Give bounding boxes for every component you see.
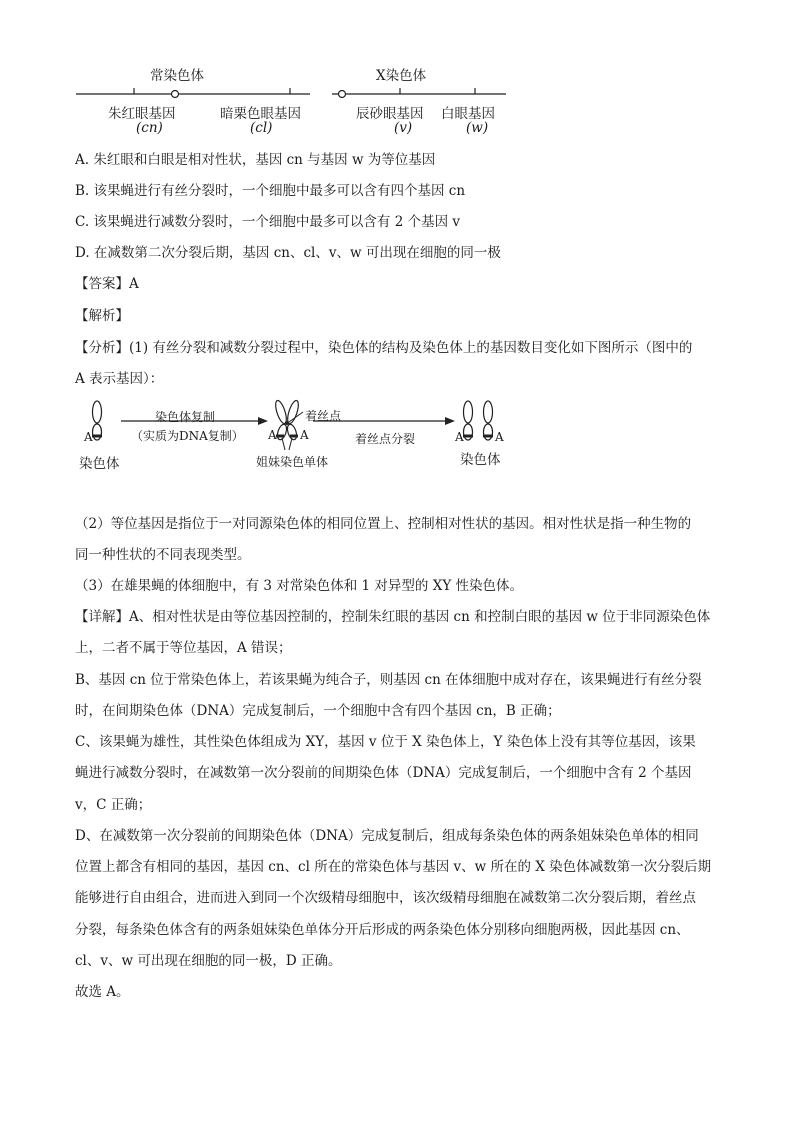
detail-line-5: C、该果蝇为雄性，其性染色体组成为 XY，基因 v 位于 X 染色体上，Y 染色体上没有其等位基因，该果 bbox=[75, 734, 696, 750]
note-line-1: （2）等位基因是指位于一对同源染色体的相同位置上、控制相对性状的基因。相对性状是指一种生物的 bbox=[75, 516, 692, 532]
gene-a-label-4: A bbox=[455, 430, 464, 444]
detail-line-9: 位置上都含有相同的基因，基因 cn、cl 所在的常染色体与基因 v、w 所在的 X 染色体减数第一次分裂后期 bbox=[75, 859, 712, 875]
gene-symbol-v: (v) bbox=[394, 120, 413, 136]
chromosome-lines bbox=[70, 84, 510, 104]
detail-line-2: 上，二者不属于等位基因，A 错误； bbox=[75, 640, 292, 656]
detail-line-3: B、基因 cn 位于常染色体上，若该果蝇为纯合子，则基因 cn 在体细胞中成对存在，该果蝇进行有丝分裂 bbox=[75, 672, 702, 688]
analysis-line-1: 【分析】(1) 有丝分裂和减数分裂过程中，染色体的结构及染色体上的基因数目变化如下图所示（图中的 bbox=[75, 340, 693, 356]
gene-a-label-5: A bbox=[495, 430, 504, 444]
arrow1-top-label: 染色体复制 bbox=[155, 410, 216, 424]
gene-symbol-cn: (cn) bbox=[136, 120, 163, 136]
gene-a-label-2: A bbox=[268, 428, 277, 442]
detail-line-7: v，C 正确； bbox=[75, 797, 152, 813]
answer: 【答案】A bbox=[75, 276, 139, 292]
gene-a-label-1: A bbox=[84, 430, 93, 444]
option-b: B. 该果蝇进行有丝分裂时，一个细胞中最多可以含有四个基因 cn bbox=[75, 183, 466, 199]
autosome-title: 常染色体 bbox=[150, 68, 204, 84]
sister-chromatid-label: 姐妹染色单体 bbox=[256, 455, 329, 469]
option-d: D. 在减数第二次分裂后期，基因 cn、cl、v、w 可出现在细胞的同一极 bbox=[75, 245, 501, 261]
note-line-3: （3）在雄果蝇的体细胞中，有 3 对常染色体和 1 对异型的 XY 性染色体。 bbox=[75, 578, 524, 594]
analysis-heading: 【解析】 bbox=[75, 308, 129, 324]
detail-line-10: 能够进行自由组合，进而进入到同一个次级精母细胞中，该次级精母细胞在减数第二次分裂后期，着丝点 bbox=[75, 890, 696, 906]
gene-symbol-cl: (cl) bbox=[250, 120, 273, 136]
gene-a-label-3: A bbox=[300, 428, 309, 442]
gene-name-cn: 朱红眼基因 bbox=[108, 106, 176, 122]
analysis-line-2: A 表示基因）： bbox=[75, 371, 164, 387]
gene-symbol-w: (w) bbox=[466, 120, 489, 136]
detail-line-8: D、在减数第一次分裂前的间期染色体（DNA）完成复制后，组成每条染色体的两条姐妹染色单体的相同 bbox=[75, 828, 699, 844]
chromosome-label-1: 染色体 bbox=[79, 456, 120, 472]
detail-line-4: 时，在间期染色体（DNA）完成复制后，一个细胞中含有四个基因 cn，B 正确； bbox=[75, 703, 561, 719]
note-line-2: 同一种性状的不同表现类型。 bbox=[75, 547, 251, 563]
gene-name-w: 白眼基因 bbox=[441, 106, 495, 122]
gene-name-v: 辰砂眼基因 bbox=[356, 106, 424, 122]
option-c: C. 该果蝇进行减数分裂时，一个细胞中最多可以含有 2 个基因 v bbox=[75, 214, 461, 230]
centromere-label: 着丝点 bbox=[305, 409, 342, 423]
option-a: A. 朱红眼和白眼是相对性状，基因 cn 与基因 w 为等位基因 bbox=[75, 152, 436, 168]
detail-line-11: 分裂，每条染色体含有的两条姐妹染色单体分开后形成的两条染色体分别移向细胞两极，因此基因 cn、 bbox=[75, 922, 690, 938]
arrow2-label: 着丝点分裂 bbox=[355, 432, 416, 446]
arrow1-bottom-label: （实质为DNA复制） bbox=[131, 429, 244, 443]
detail-line-12: cl、v、w 可出现在细胞的同一极，D 正确。 bbox=[75, 953, 342, 969]
detail-line-1: 【详解】A、相对性状是由等位基因控制的，控制朱红眼的基因 cn 和控制白眼的基因 w 位于非同源染色体 bbox=[75, 609, 711, 625]
gene-name-cl: 暗栗色眼基因 bbox=[220, 106, 301, 122]
chromosome-label-2: 染色体 bbox=[460, 452, 501, 468]
detail-line-6: 蝇进行减数分裂时，在减数第一次分裂前的间期染色体（DNA）完成复制后，一个细胞中含有 2 个基因 bbox=[75, 765, 692, 781]
x-chromosome-title: X染色体 bbox=[376, 68, 427, 84]
conclusion: 故选 A。 bbox=[75, 984, 130, 1000]
